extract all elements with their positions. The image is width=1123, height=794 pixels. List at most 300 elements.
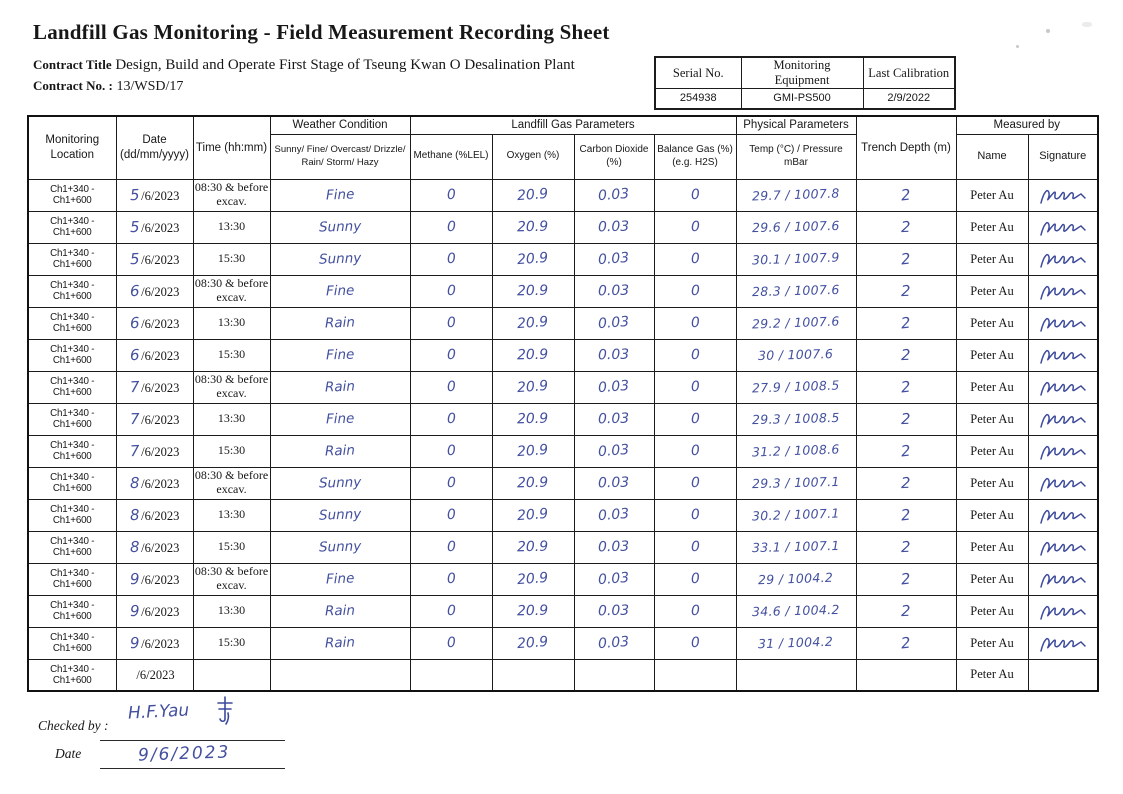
handwritten-day: 6 <box>129 345 140 364</box>
date-cell <box>116 531 193 563</box>
weather-cell <box>270 659 410 691</box>
signature-scribble-icon <box>1037 314 1089 336</box>
handwritten-day: 7 <box>129 377 140 396</box>
time-cell: 15:30 <box>193 435 270 467</box>
handwritten-trench-depth: 2 <box>900 473 911 492</box>
signature-cell <box>1028 371 1098 403</box>
contract-no-label: Contract No. : <box>33 78 113 93</box>
monitoring-location-cell: Ch1+340 - Ch1+600 <box>28 275 116 307</box>
balance-gas-cell <box>654 211 736 243</box>
handwritten-methane: 0 <box>446 474 456 492</box>
handwritten-weather: Rain <box>324 314 356 332</box>
contract-title-line <box>33 57 575 74</box>
balance-gas-cell <box>654 499 736 531</box>
handwritten-trench-depth: 2 <box>900 281 911 300</box>
handwritten-oxygen: 20.9 <box>517 218 549 236</box>
trench-depth-cell <box>856 659 956 691</box>
signature-scribble-icon <box>1037 218 1089 240</box>
temp-pressure-cell <box>736 211 856 243</box>
trench-depth-cell <box>856 403 956 435</box>
handwritten-temp-pressure: 27.9 / 1008.5 <box>751 377 841 396</box>
handwritten-methane: 0 <box>446 346 456 364</box>
signature-scribble-icon <box>1037 474 1089 496</box>
checked-by-line <box>100 740 285 741</box>
date-cell <box>116 339 193 371</box>
time-cell: 08:30 & before excav. <box>193 179 270 211</box>
handwritten-co2: 0.03 <box>597 185 631 205</box>
printed-date-suffix: /6/2023 <box>136 667 175 682</box>
handwritten-co2: 0.03 <box>598 474 630 492</box>
methane-cell <box>410 243 492 275</box>
handwritten-balance: 0 <box>690 602 700 620</box>
carbon-dioxide-cell <box>574 211 654 243</box>
contract-title-value: Design, Build and Operate First Stage of Tseung Kwan O Desalination Plant <box>115 57 575 73</box>
carbon-dioxide-cell <box>574 435 654 467</box>
printed-date-suffix: /6/2023 <box>141 284 180 299</box>
handwritten-temp-pressure: 29.2 / 1007.6 <box>751 313 841 332</box>
methane-cell <box>410 435 492 467</box>
weather-cell <box>270 627 410 659</box>
oxygen-cell <box>492 307 574 339</box>
monitoring-location-cell: Ch1+340 - Ch1+600 <box>28 531 116 563</box>
handwritten-methane: 0 <box>446 538 456 556</box>
handwritten-temp-pressure: 31 / 1004.2 <box>758 633 834 652</box>
contract-no-line <box>33 78 183 95</box>
handwritten-trench-depth: 2 <box>900 537 911 556</box>
date-cell <box>116 403 193 435</box>
last-calibration-value: 2/9/2022 <box>863 89 955 109</box>
signature-scribble-icon <box>1037 602 1089 624</box>
handwritten-methane: 0 <box>445 570 457 588</box>
balance-gas-cell <box>654 627 736 659</box>
balance-gas-cell <box>654 563 736 595</box>
methane-header: Methane (%LEL) <box>410 134 492 179</box>
oxygen-cell <box>492 275 574 307</box>
weather-cell <box>270 467 410 499</box>
trench-depth-cell <box>856 467 956 499</box>
time-cell: 15:30 <box>193 243 270 275</box>
signature-cell <box>1028 467 1098 499</box>
handwritten-checked-by: H.F.Yau <box>127 700 190 724</box>
handwritten-temp-pressure: 30.1 / 1007.9 <box>751 249 841 268</box>
handwritten-balance: 0 <box>689 506 701 524</box>
methane-cell <box>410 403 492 435</box>
trench-depth-cell <box>856 499 956 531</box>
balance-gas-cell <box>654 179 736 211</box>
signature-scribble-icon <box>1037 282 1089 304</box>
handwritten-co2: 0.03 <box>598 538 630 556</box>
measurement-row <box>28 243 1098 275</box>
temp-pressure-cell <box>736 595 856 627</box>
balance-gas-header: Balance Gas (%) (e.g. H2S) <box>654 134 736 179</box>
measurement-row <box>28 275 1098 307</box>
handwritten-trench-depth: 2 <box>900 569 912 588</box>
measured-by-name-cell: Peter Au <box>956 211 1028 243</box>
oxygen-cell <box>492 467 574 499</box>
handwritten-temp-pressure: 33.1 / 1007.1 <box>751 537 840 556</box>
monitoring-location-cell: Ch1+340 - Ch1+600 <box>28 211 116 243</box>
carbon-dioxide-cell <box>574 563 654 595</box>
handwritten-weather: Rain <box>324 378 356 396</box>
temp-pressure-cell <box>736 659 856 691</box>
handwritten-temp-pressure: 29.6 / 1007.6 <box>751 217 840 236</box>
trench-depth-cell <box>856 275 956 307</box>
weather-cell <box>270 531 410 563</box>
monitoring-location-cell: Ch1+340 - Ch1+600 <box>28 499 116 531</box>
signature-scribble-icon <box>1037 378 1089 400</box>
printed-date-suffix: /6/2023 <box>141 380 180 395</box>
signature-scribble-icon <box>1037 186 1089 208</box>
measured-by-name-cell: Peter Au <box>956 627 1028 659</box>
handwritten-weather: Fine <box>325 346 355 364</box>
date-cell <box>116 659 193 691</box>
handwritten-methane: 0 <box>446 282 456 300</box>
handwritten-balance: 0 <box>690 410 700 428</box>
handwritten-co2: 0.03 <box>598 410 630 428</box>
handwritten-co2: 0.03 <box>597 633 631 653</box>
monitoring-location-cell: Ch1+340 - Ch1+600 <box>28 371 116 403</box>
oxygen-cell <box>492 563 574 595</box>
handwritten-co2: 0.03 <box>598 218 630 236</box>
oxygen-header: Oxygen (%) <box>492 134 574 179</box>
balance-gas-cell <box>654 339 736 371</box>
measurement-row <box>28 627 1098 659</box>
balance-gas-cell <box>654 275 736 307</box>
temp-pressure-cell <box>736 627 856 659</box>
date-cell <box>116 563 193 595</box>
balance-gas-cell <box>654 435 736 467</box>
measured-by-name-cell: Peter Au <box>956 435 1028 467</box>
carbon-dioxide-header: Carbon Dioxide (%) <box>574 134 654 179</box>
date-cell <box>116 467 193 499</box>
monitoring-location-cell: Ch1+340 - Ch1+600 <box>28 339 116 371</box>
landfill-gas-parameters-group-header: Landfill Gas Parameters <box>410 116 736 134</box>
handwritten-methane: 0 <box>446 602 456 620</box>
scan-noise-smudge <box>1082 22 1092 27</box>
measured-by-name-cell: Peter Au <box>956 339 1028 371</box>
measured-by-name-cell: Peter Au <box>956 531 1028 563</box>
printed-date-suffix: /6/2023 <box>141 220 180 235</box>
measured-by-name-cell: Peter Au <box>956 275 1028 307</box>
printed-date-suffix: /6/2023 <box>141 572 180 587</box>
printed-date-suffix: /6/2023 <box>141 508 180 523</box>
carbon-dioxide-cell <box>574 627 654 659</box>
carbon-dioxide-cell <box>574 275 654 307</box>
signature-cell <box>1028 243 1098 275</box>
oxygen-cell <box>492 595 574 627</box>
handwritten-methane: 0 <box>445 250 457 268</box>
main-table-body <box>28 179 1098 691</box>
handwritten-day: 9 <box>129 601 140 620</box>
temp-pressure-cell <box>736 467 856 499</box>
handwritten-weather: Sunny <box>318 474 362 492</box>
handwritten-day: 6 <box>129 281 140 300</box>
handwritten-temp-pressure: 29.3 / 1008.5 <box>751 409 840 428</box>
time-cell <box>193 659 270 691</box>
measured-by-name-cell: Peter Au <box>956 659 1028 691</box>
measurement-row <box>28 307 1098 339</box>
handwritten-oxygen: 20.9 <box>516 441 550 461</box>
contract-no-value: 13/WSD/17 <box>116 79 184 94</box>
handwritten-balance: 0 <box>689 186 701 204</box>
handwritten-oxygen: 20.9 <box>517 282 549 300</box>
handwritten-trench-depth: 2 <box>900 505 912 524</box>
signature-cell <box>1028 627 1098 659</box>
measured-by-name-cell: Peter Au <box>956 371 1028 403</box>
signature-scribble-icon <box>1037 570 1089 592</box>
monitoring-location-cell: Ch1+340 - Ch1+600 <box>28 307 116 339</box>
methane-cell <box>410 179 492 211</box>
printed-date-suffix: /6/2023 <box>141 476 180 491</box>
handwritten-weather: Fine <box>325 410 355 428</box>
carbon-dioxide-cell <box>574 179 654 211</box>
temp-pressure-cell <box>736 435 856 467</box>
group-header-row <box>28 116 1098 134</box>
monitoring-location-cell: Ch1+340 - Ch1+600 <box>28 243 116 275</box>
measured-by-name-cell: Peter Au <box>956 595 1028 627</box>
handwritten-weather: Fine <box>325 570 355 588</box>
time-header: Time (hh:mm) <box>193 116 270 179</box>
weather-cell <box>270 211 410 243</box>
handwritten-footer-date: 9/6/2023 <box>137 742 231 766</box>
physical-parameters-group-header: Physical Parameters <box>736 116 856 134</box>
trench-depth-cell <box>856 211 956 243</box>
date-header: Date (dd/mm/yyyy) <box>116 116 193 179</box>
handwritten-weather: Sunny <box>318 218 362 236</box>
temp-pressure-cell <box>736 275 856 307</box>
handwritten-weather: Sunny <box>318 506 362 524</box>
monitoring-equipment-header: Monitoring Equipment <box>741 57 863 89</box>
handwritten-oxygen: 20.9 <box>516 569 550 589</box>
methane-cell <box>410 211 492 243</box>
date-cell <box>116 307 193 339</box>
printed-date-suffix: /6/2023 <box>141 604 180 619</box>
handwritten-day: 9 <box>129 569 140 588</box>
handwritten-temp-pressure: 29.3 / 1007.1 <box>751 473 840 492</box>
handwritten-temp-pressure: 34.6 / 1004.2 <box>751 601 840 620</box>
weather-cell <box>270 563 410 595</box>
handwritten-co2: 0.03 <box>597 569 631 589</box>
measurement-row <box>28 467 1098 499</box>
handwritten-oxygen: 20.9 <box>516 249 550 269</box>
handwritten-co2: 0.03 <box>597 249 631 269</box>
signature-header: Signature <box>1028 134 1098 179</box>
signature-scribble-icon <box>1037 506 1089 528</box>
handwritten-co2: 0.03 <box>597 505 631 525</box>
carbon-dioxide-cell <box>574 243 654 275</box>
scan-noise-dot <box>1046 29 1050 33</box>
handwritten-temp-pressure: 29.7 / 1007.8 <box>751 185 841 204</box>
trench-depth-cell <box>856 563 956 595</box>
printed-date-suffix: /6/2023 <box>141 412 180 427</box>
measured-by-name-cell: Peter Au <box>956 499 1028 531</box>
time-cell: 13:30 <box>193 403 270 435</box>
time-cell: 08:30 & before excav. <box>193 371 270 403</box>
temp-pressure-cell <box>736 499 856 531</box>
temp-pressure-header: Temp (°C) / Pressure mBar <box>736 134 856 179</box>
time-cell: 13:30 <box>193 499 270 531</box>
measured-by-name-cell: Peter Au <box>956 467 1028 499</box>
balance-gas-cell <box>654 307 736 339</box>
methane-cell <box>410 531 492 563</box>
checked-by-label: Checked by : <box>38 718 109 733</box>
serial-no-header: Serial No. <box>655 57 741 89</box>
carbon-dioxide-cell <box>574 595 654 627</box>
chinese-character-mark <box>215 695 235 727</box>
handwritten-oxygen: 20.9 <box>517 602 549 620</box>
handwritten-methane: 0 <box>446 410 456 428</box>
methane-cell <box>410 307 492 339</box>
trench-depth-cell <box>856 595 956 627</box>
equipment-info-table <box>654 56 956 110</box>
temp-pressure-cell <box>736 179 856 211</box>
weather-cell <box>270 339 410 371</box>
date-cell <box>116 595 193 627</box>
handwritten-methane: 0 <box>445 186 457 204</box>
time-cell: 08:30 & before excav. <box>193 275 270 307</box>
handwritten-methane: 0 <box>446 218 456 236</box>
signature-scribble-icon <box>1037 410 1089 432</box>
carbon-dioxide-cell <box>574 659 654 691</box>
time-cell: 15:30 <box>193 339 270 371</box>
printed-date-suffix: /6/2023 <box>141 444 180 459</box>
handwritten-temp-pressure: 30.2 / 1007.1 <box>751 505 841 524</box>
date-cell <box>116 211 193 243</box>
time-cell: 15:30 <box>193 531 270 563</box>
handwritten-methane: 0 <box>445 378 457 396</box>
methane-cell <box>410 627 492 659</box>
balance-gas-cell <box>654 595 736 627</box>
signature-cell <box>1028 275 1098 307</box>
carbon-dioxide-cell <box>574 307 654 339</box>
oxygen-cell <box>492 243 574 275</box>
date-cell <box>116 371 193 403</box>
handwritten-day: 5 <box>129 185 140 204</box>
oxygen-cell <box>492 627 574 659</box>
monitoring-equipment-value: GMI-PS500 <box>741 89 863 109</box>
measurement-row <box>28 595 1098 627</box>
handwritten-day: 9 <box>129 633 140 652</box>
handwritten-weather: Fine <box>325 186 355 204</box>
monitoring-location-cell: Ch1+340 - Ch1+600 <box>28 563 116 595</box>
printed-date-suffix: /6/2023 <box>141 188 180 203</box>
handwritten-co2: 0.03 <box>598 346 630 364</box>
measured-by-name-cell: Peter Au <box>956 243 1028 275</box>
signature-cell <box>1028 563 1098 595</box>
handwritten-trench-depth: 2 <box>900 313 912 332</box>
handwritten-day: 5 <box>129 249 140 268</box>
serial-no-value: 254938 <box>655 89 741 109</box>
weather-cell <box>270 179 410 211</box>
handwritten-day: 8 <box>129 505 140 524</box>
handwritten-oxygen: 20.9 <box>517 410 549 428</box>
monitoring-location-cell: Ch1+340 - Ch1+600 <box>28 595 116 627</box>
handwritten-trench-depth: 2 <box>900 633 912 652</box>
carbon-dioxide-cell <box>574 339 654 371</box>
weather-condition-group-header: Weather Condition <box>270 116 410 134</box>
monitoring-location-cell: Ch1+340 - Ch1+600 <box>28 435 116 467</box>
signature-cell <box>1028 531 1098 563</box>
trench-depth-cell <box>856 531 956 563</box>
contract-title-label: Contract Title <box>33 57 112 72</box>
handwritten-temp-pressure: 31.2 / 1008.6 <box>751 441 841 460</box>
weather-cell <box>270 435 410 467</box>
methane-cell <box>410 563 492 595</box>
monitoring-location-cell: Ch1+340 - Ch1+600 <box>28 659 116 691</box>
weather-cell <box>270 243 410 275</box>
methane-cell <box>410 659 492 691</box>
handwritten-balance: 0 <box>690 218 700 236</box>
oxygen-cell <box>492 371 574 403</box>
handwritten-methane: 0 <box>445 442 457 460</box>
handwritten-balance: 0 <box>689 250 701 268</box>
balance-gas-cell <box>654 659 736 691</box>
date-cell <box>116 627 193 659</box>
measurement-row <box>28 435 1098 467</box>
handwritten-trench-depth: 2 <box>900 185 912 204</box>
weather-options-header: Sunny/ Fine/ Overcast/ Drizzle/ Rain/ Storm/ Hazy <box>270 134 410 179</box>
signature-cell <box>1028 211 1098 243</box>
handwritten-temp-pressure: 30 / 1007.6 <box>758 346 834 363</box>
weather-cell <box>270 403 410 435</box>
measured-by-name-cell: Peter Au <box>956 179 1028 211</box>
time-cell: 08:30 & before excav. <box>193 563 270 595</box>
carbon-dioxide-cell <box>574 467 654 499</box>
trench-depth-cell <box>856 179 956 211</box>
handwritten-methane: 0 <box>445 634 457 652</box>
oxygen-cell <box>492 403 574 435</box>
handwritten-day: 6 <box>129 313 140 332</box>
weather-cell <box>270 371 410 403</box>
handwritten-co2: 0.03 <box>598 282 630 300</box>
measurement-row <box>28 179 1098 211</box>
measurement-row <box>28 371 1098 403</box>
signature-cell <box>1028 499 1098 531</box>
methane-cell <box>410 371 492 403</box>
time-cell: 13:30 <box>193 307 270 339</box>
temp-pressure-cell <box>736 307 856 339</box>
carbon-dioxide-cell <box>574 403 654 435</box>
handwritten-day: 7 <box>129 441 140 460</box>
handwritten-balance: 0 <box>690 282 700 300</box>
oxygen-cell <box>492 659 574 691</box>
handwritten-balance: 0 <box>689 634 701 652</box>
measured-by-group-header: Measured by <box>956 116 1098 134</box>
temp-pressure-cell <box>736 243 856 275</box>
oxygen-cell <box>492 435 574 467</box>
carbon-dioxide-cell <box>574 499 654 531</box>
handwritten-weather: Rain <box>324 602 356 620</box>
handwritten-oxygen: 20.9 <box>516 633 550 653</box>
handwritten-balance: 0 <box>690 538 700 556</box>
date-cell <box>116 275 193 307</box>
balance-gas-cell <box>654 243 736 275</box>
time-cell: 15:30 <box>193 627 270 659</box>
trench-depth-cell <box>856 243 956 275</box>
balance-gas-cell <box>654 371 736 403</box>
handwritten-trench-depth: 2 <box>900 217 911 236</box>
signature-scribble-icon <box>1037 634 1089 656</box>
handwritten-oxygen: 20.9 <box>516 505 550 525</box>
handwritten-balance: 0 <box>689 378 701 396</box>
measured-by-name-cell: Peter Au <box>956 307 1028 339</box>
monitoring-location-cell: Ch1+340 - Ch1+600 <box>28 467 116 499</box>
measurement-row <box>28 531 1098 563</box>
time-cell: 13:30 <box>193 595 270 627</box>
printed-date-suffix: /6/2023 <box>141 540 180 555</box>
handwritten-trench-depth: 2 <box>900 377 912 396</box>
handwritten-oxygen: 20.9 <box>516 377 550 397</box>
